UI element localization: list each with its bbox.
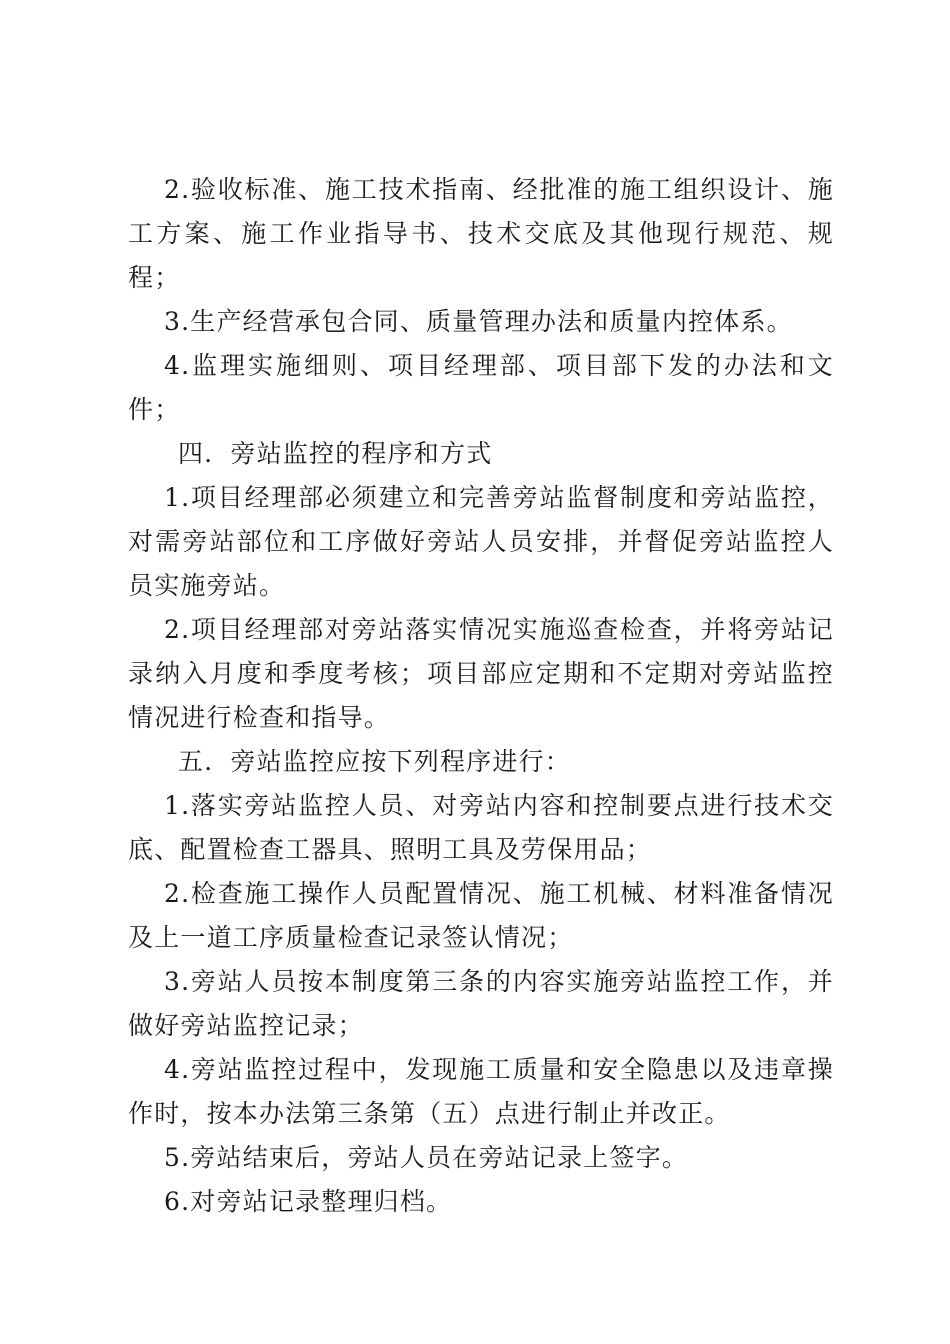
- section-heading-5: 五．旁站监控应按下列程序进行：: [178, 747, 572, 776]
- paragraph-step-5: 5.旁站结束后，旁站人员在旁站记录上签字。: [164, 1143, 689, 1172]
- paragraph-step-3: 3.旁站人员按本制度第三条的内容实施旁站监控工作，并做好旁站监控记录；: [128, 967, 834, 1040]
- paragraph-contracts: 3.生产经营承包合同、质量管理办法和质量内控体系。: [164, 307, 793, 336]
- paragraph-inspection: 2.项目经理部对旁站落实情况实施巡查检查，并将旁站记录纳入月度和季度考核；项目部应定期和不定期对旁站监控情况进行检查和指导。: [128, 615, 834, 732]
- paragraph-establish-system: 1.项目经理部必须建立和完善旁站监督制度和旁站监控，对需旁站部位和工序做好旁站人员安排，并督促旁站监控人员实施旁站。: [128, 483, 834, 600]
- paragraph-acceptance-standards: 2.验收标准、施工技术指南、经批准的施工组织设计、施工方案、施工作业指导书、技术交底及其他现行规范、规程；: [128, 175, 834, 292]
- document-body: [128, 168, 834, 1224]
- paragraph-supervision-rules: 4.监理实施细则、项目经理部、项目部下发的办法和文件；: [128, 351, 834, 424]
- section-heading-4: 四．旁站监控的程序和方式: [178, 439, 493, 468]
- paragraph-step-1: 1.落实旁站监控人员、对旁站内容和控制要点进行技术交底、配置检查工器具、照明工具及劳保用品；: [128, 791, 834, 864]
- paragraph-step-6: 6.对旁站记录整理归档。: [164, 1187, 453, 1216]
- paragraph-step-2: 2.检查施工操作人员配置情况、施工机械、材料准备情况及上一道工序质量检查记录签认情况；: [128, 879, 834, 952]
- paragraph-step-4: 4.旁站监控过程中，发现施工质量和安全隐患以及违章操作时，按本办法第三条第（五）点进行制止并改正。: [128, 1055, 834, 1128]
